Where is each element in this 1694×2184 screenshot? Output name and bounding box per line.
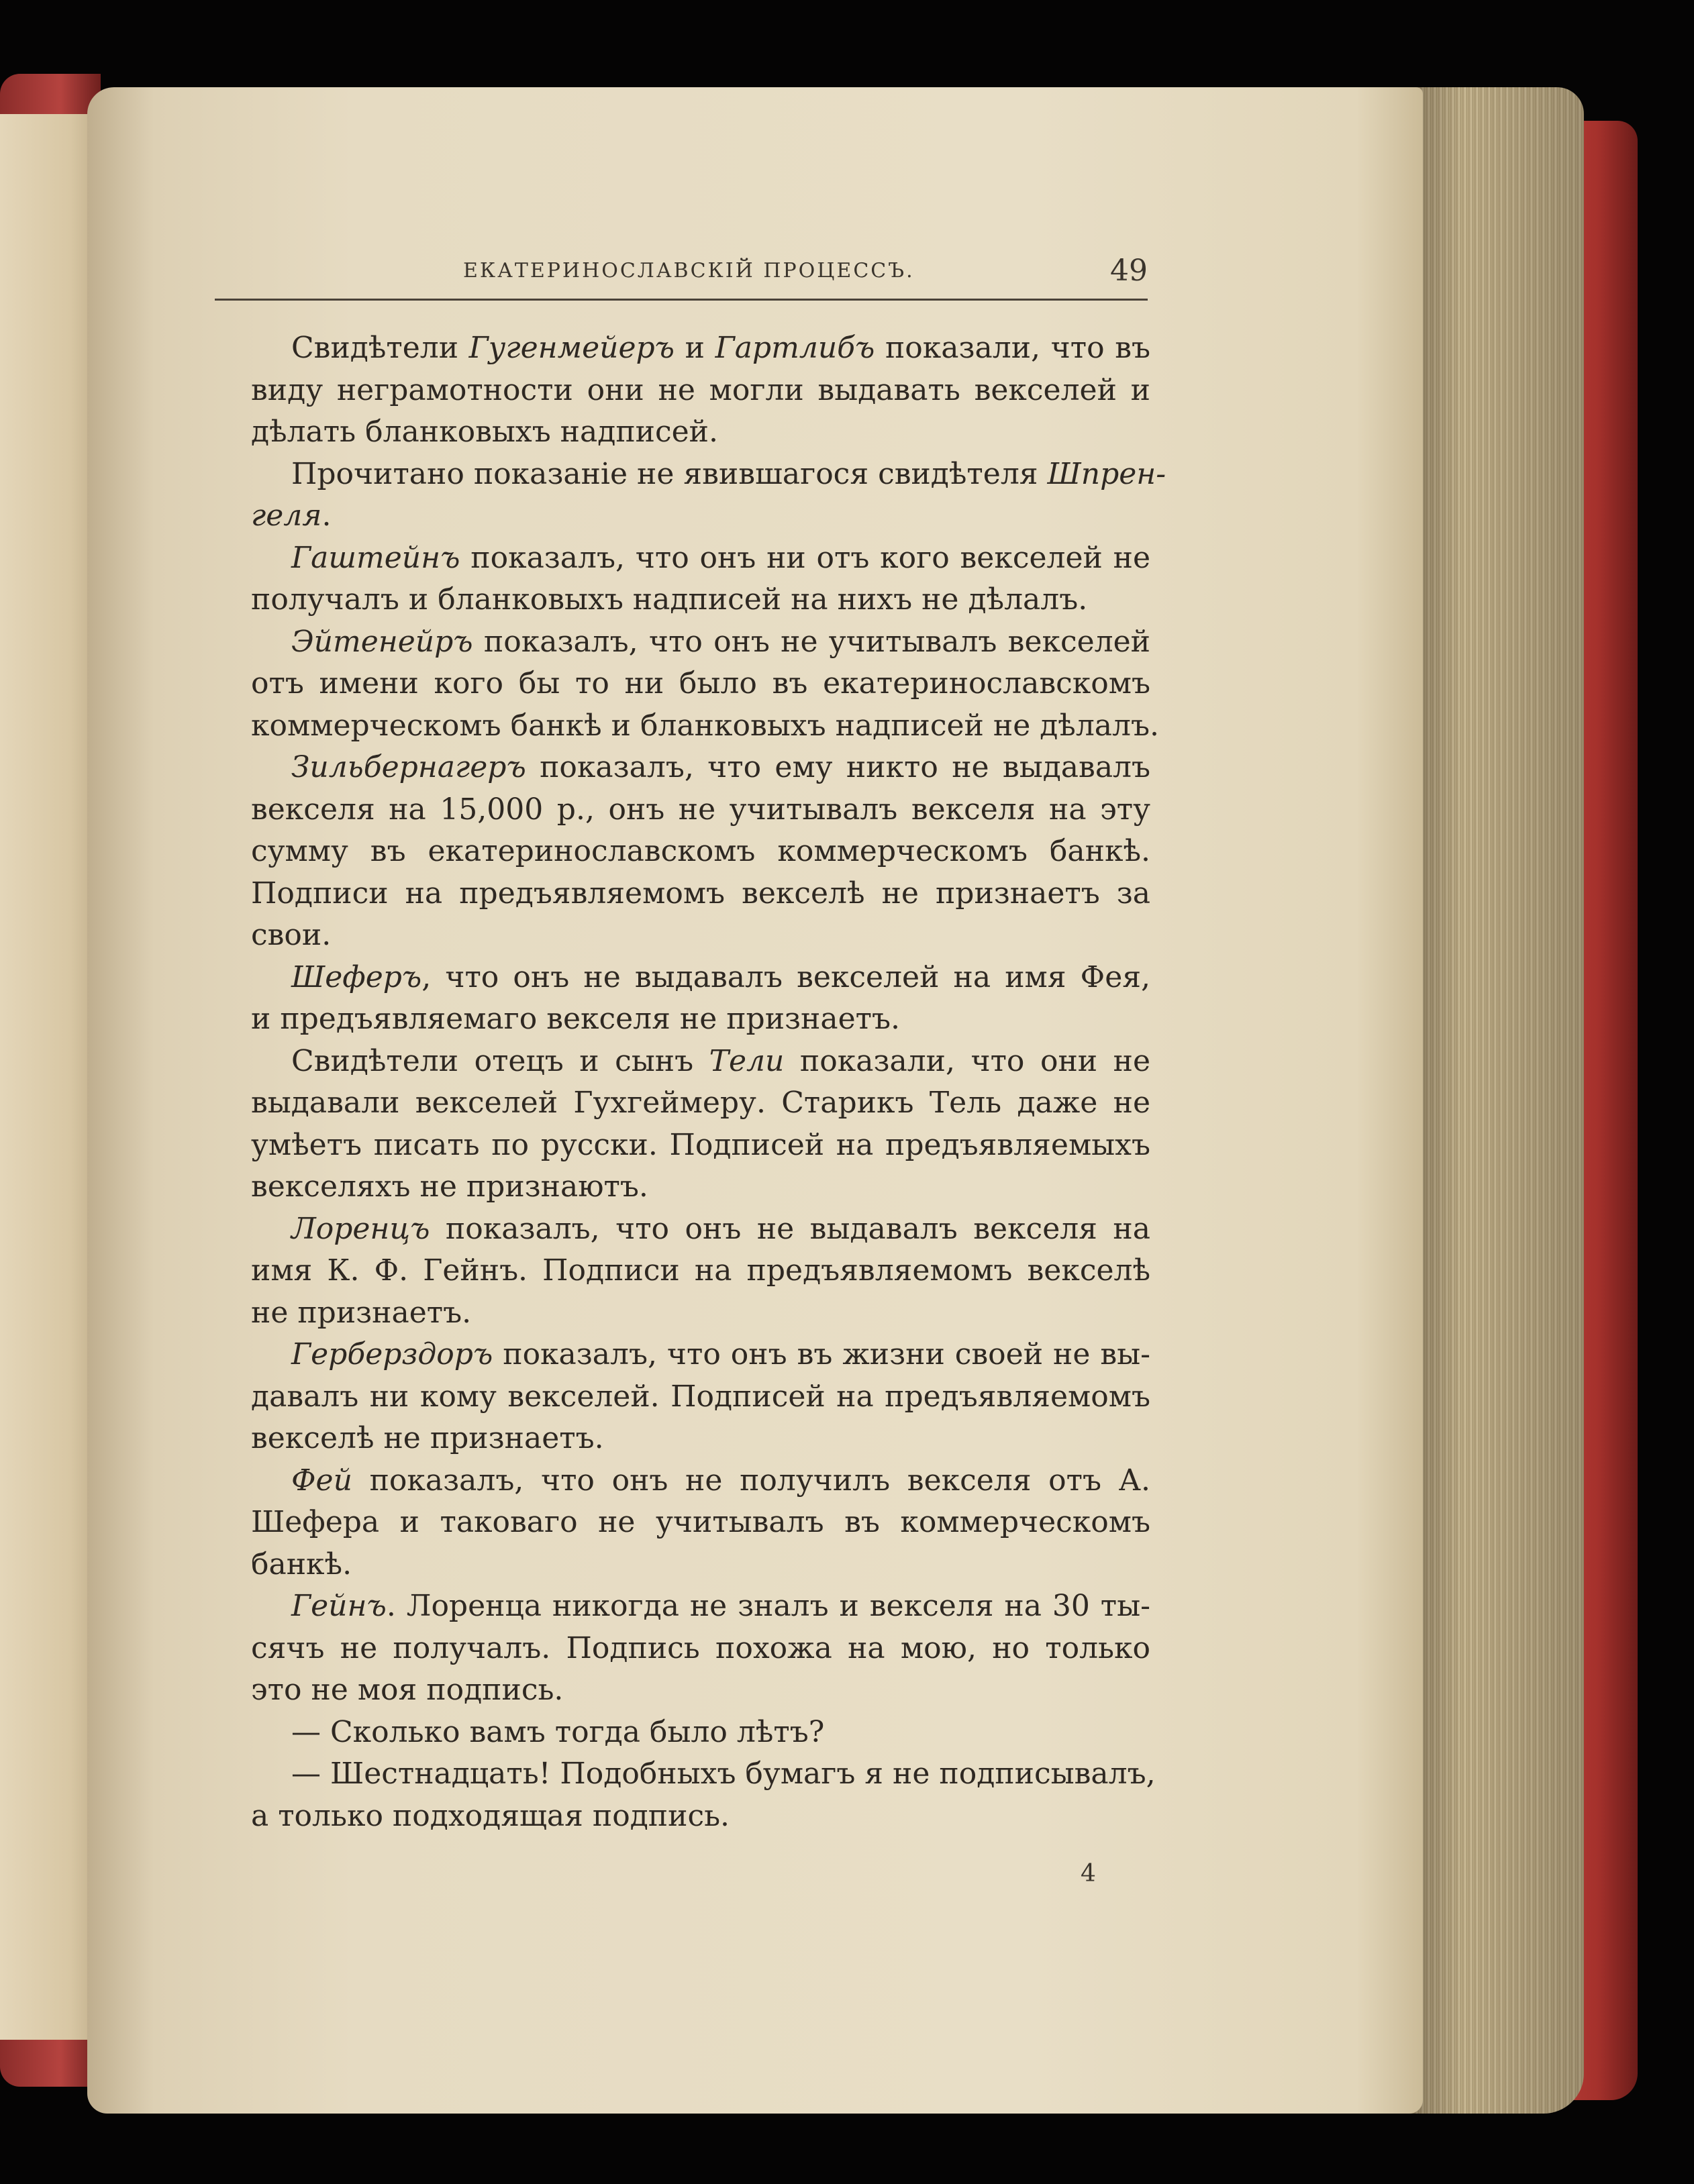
text-run: Свидѣтели <box>291 331 469 365</box>
text-line <box>211 579 1150 621</box>
text-run: показалъ, что онъ не выдавалъ векселя на <box>430 1211 1150 1246</box>
text-run: умѣетъ писать по русски. Подписей на предъявляемыхъ <box>251 1127 1150 1162</box>
text-run: показалъ, что онъ ни отъ кого векселей не <box>460 540 1150 575</box>
text-run: векселяхъ не признаютъ. <box>251 1169 648 1204</box>
text-run: показалъ, что онъ въ жизни своей не вы- <box>493 1337 1150 1371</box>
text-run: . Лоренца никогда не зналъ и векселя на 30 ты- <box>386 1589 1150 1623</box>
text-run: свои. <box>251 918 332 952</box>
paragraph <box>211 747 1150 957</box>
italic-name: Герберздоръ <box>291 1337 493 1371</box>
text-run: банкѣ. <box>251 1547 352 1581</box>
text-line <box>211 831 1150 873</box>
text-run: коммерческомъ банкѣ и бланковыхъ надписей не дѣлалъ. <box>251 708 1159 743</box>
italic-name: геля <box>251 499 322 533</box>
text-line <box>211 789 1150 831</box>
text-line <box>211 1082 1150 1125</box>
text-line <box>211 915 1150 957</box>
text-run: показали, что они не <box>784 1043 1150 1078</box>
paragraph <box>211 537 1150 621</box>
italic-name: Тели <box>709 1043 785 1078</box>
text-run: — Шестнадцать! Подобныхъ бумагъ я не подписывалъ, <box>291 1757 1156 1791</box>
text-line <box>211 1041 1150 1083</box>
text-line <box>211 1250 1150 1292</box>
text-run: Шефера и таковаго не учитывалъ въ коммерческомъ <box>251 1505 1150 1539</box>
text-run: показалъ, что ему никто не выдавалъ <box>526 750 1150 784</box>
text-run: виду неграмотности они не могли выдавать векселей и <box>251 372 1150 407</box>
text-line <box>211 495 1150 537</box>
text-run: векселѣ не признаетъ. <box>251 1421 604 1455</box>
paragraph <box>211 621 1159 747</box>
paragraph <box>211 1041 1150 1208</box>
signature-mark: 4 <box>1081 1860 1096 1887</box>
text-line <box>211 454 1166 496</box>
italic-name: Зильбернагеръ <box>291 750 526 784</box>
text-run: а только подходящая подпись. <box>251 1798 730 1833</box>
text-run: отъ имени кого бы то ни было въ екатеринославскомъ <box>251 666 1150 700</box>
text-run: давалъ ни кому векселей. Подписей на предъявляемомъ <box>251 1379 1150 1414</box>
italic-name: Лоренцъ <box>291 1211 430 1246</box>
text-line <box>211 411 1150 454</box>
text-line <box>211 663 1150 705</box>
text-run: это не моя подпись. <box>251 1673 564 1707</box>
text-line <box>211 1292 1150 1335</box>
body-text <box>211 327 1166 1837</box>
text-run: имя К. Ф. Гейнъ. Подписи на предъявляемомъ векселѣ <box>251 1253 1150 1288</box>
italic-name: Фей <box>291 1463 352 1498</box>
text-line <box>211 1125 1150 1167</box>
text-line <box>211 370 1150 412</box>
paragraph <box>211 1753 1156 1837</box>
text-line <box>211 621 1150 664</box>
text-line <box>211 1418 1150 1460</box>
text-line <box>211 957 1150 999</box>
italic-name: Шпрен- <box>1047 456 1166 491</box>
text-run: Подписи на предъявляемомъ векселѣ не признаетъ за <box>251 876 1150 911</box>
text-run: Прочитано показаніе не явившагося свидѣтеля <box>291 456 1048 491</box>
text-run: сячъ не получалъ. Подпись похожа на мою, но только <box>251 1630 1150 1665</box>
running-title: ЕКАТЕРИНОСЛАВСКІЙ ПРОЦЕССЪ. <box>463 259 915 282</box>
text-run: показалъ, что онъ не получилъ векселя отъ А. <box>352 1463 1150 1498</box>
running-head <box>215 254 1148 294</box>
text-line <box>211 1334 1150 1376</box>
text-line <box>211 998 1150 1041</box>
text-run: — Сколько вамъ тогда было лѣтъ? <box>291 1714 825 1749</box>
text-run: не признаетъ. <box>251 1295 472 1330</box>
text-run: Свидѣтели отецъ и сынъ <box>291 1043 709 1078</box>
text-line <box>211 1376 1150 1418</box>
text-run: выдавали векселей Гухгеймеру. Старикъ Тель даже не <box>251 1086 1150 1120</box>
text-run: . <box>321 499 332 533</box>
text-line <box>211 1753 1156 1796</box>
text-line <box>211 705 1159 747</box>
text-line <box>211 1796 1150 1838</box>
text-run: сумму въ екатеринославскомъ коммерческомъ банкѣ. <box>251 834 1150 868</box>
paragraph <box>211 454 1166 537</box>
text-line <box>211 1460 1150 1502</box>
page-number: 49 <box>1110 254 1148 288</box>
text-run: показали, что въ <box>875 331 1150 365</box>
paragraph <box>211 1585 1150 1712</box>
text-line <box>211 537 1150 580</box>
italic-name: Шеферъ <box>291 959 422 994</box>
text-line <box>211 1502 1150 1544</box>
paragraph <box>211 957 1150 1041</box>
paragraph <box>211 1712 1150 1754</box>
paragraph <box>211 1208 1150 1335</box>
paragraph <box>211 1334 1150 1460</box>
text-run: показалъ, что онъ не учитывалъ векселей <box>472 624 1150 659</box>
text-line <box>211 1669 1150 1712</box>
text-line <box>211 327 1150 370</box>
text-line <box>211 1208 1150 1251</box>
text-line <box>211 1712 1150 1754</box>
italic-name: Гейнъ <box>291 1589 387 1623</box>
text-line <box>211 1628 1150 1670</box>
paragraph <box>211 1460 1150 1586</box>
italic-name: Гугенмейеръ <box>468 331 675 365</box>
text-run: дѣлать бланковыхъ надписей. <box>251 415 718 449</box>
text-run: и <box>674 331 715 365</box>
text-line <box>211 873 1150 915</box>
text-run: векселя на 15,000 р., онъ не учитывалъ векселя на эту <box>251 792 1150 827</box>
paragraph <box>211 327 1150 454</box>
italic-name: Эйтенейръ <box>291 624 473 659</box>
header-rule <box>215 299 1148 301</box>
text-line <box>211 747 1150 789</box>
text-run: и предъявляемаго векселя не признаетъ. <box>251 1002 900 1036</box>
italic-name: Гаштейнъ <box>291 540 460 575</box>
text-line <box>211 1166 1150 1208</box>
text-line <box>211 1544 1150 1586</box>
text-line <box>211 1585 1150 1628</box>
text-run: , что онъ не выдавалъ векселей на имя Фея, <box>421 959 1150 994</box>
italic-name: Гартлибъ <box>715 331 875 365</box>
background-top <box>0 0 1694 74</box>
text-run: получалъ и бланковыхъ надписей на нихъ не дѣлалъ. <box>251 582 1088 617</box>
